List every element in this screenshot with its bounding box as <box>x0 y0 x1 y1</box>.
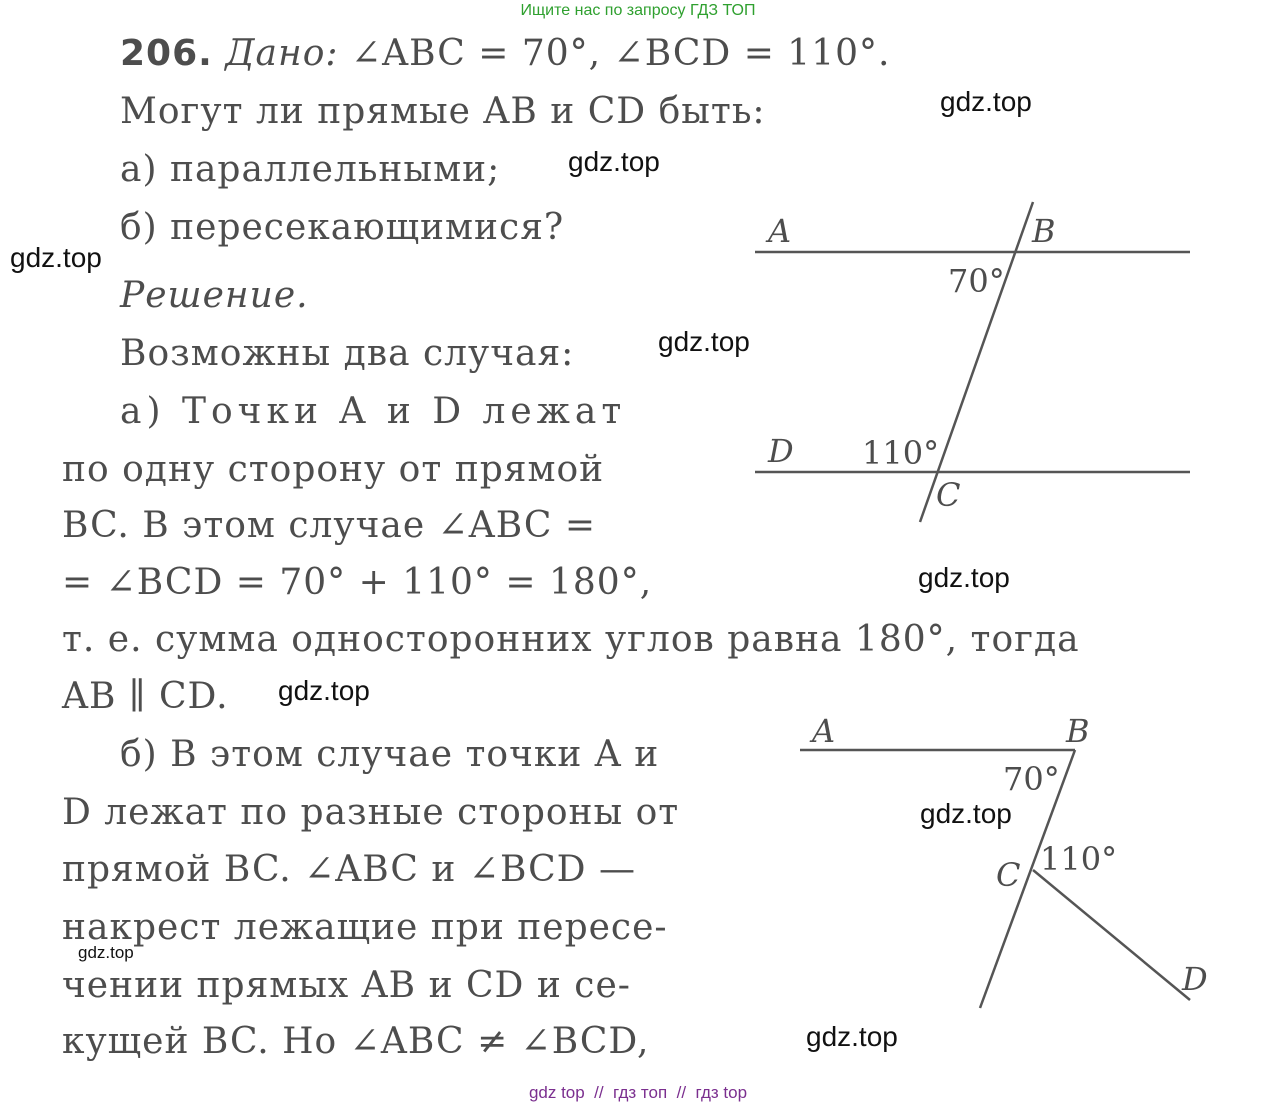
point-a-label: A <box>812 712 836 750</box>
angle-b-label: 70° <box>1003 760 1060 798</box>
solution-heading: Решение. <box>120 275 309 316</box>
figure-parallel-lines <box>740 190 1210 540</box>
solution-line: б) В этом случае точки A и <box>120 734 660 775</box>
watermark: gdz.top <box>278 675 370 706</box>
given-label: Дано: <box>225 33 339 74</box>
watermark: gdz.top <box>920 798 1012 829</box>
option-b: б) пересекающимися? <box>120 207 565 248</box>
point-d-label: D <box>768 432 794 470</box>
given-text: ∠ABC = 70°, ∠BCD = 110°. <box>350 33 891 74</box>
watermark: gdz.top <box>940 86 1032 117</box>
option-a: а) параллельными; <box>120 149 501 190</box>
problem-number: 206. <box>120 33 213 74</box>
watermark: gdz.top <box>10 242 102 273</box>
solution-line: кущей BC. Но ∠ABC ≠ ∠BCD, <box>62 1021 650 1062</box>
angle-c-label: 110° <box>1040 840 1118 878</box>
angle-b-label: 70° <box>948 262 1005 300</box>
solution-line: BC. В этом случае ∠ABC = <box>62 505 597 546</box>
question-text: Могут ли прямые AB и CD быть: <box>120 91 766 132</box>
watermark: gdz.top <box>568 146 660 177</box>
point-c-label: C <box>996 856 1021 894</box>
watermark: gdz.top <box>806 1021 898 1052</box>
watermark: gdz.top <box>918 562 1010 593</box>
solution-line: а) Точки A и D лежат <box>120 391 627 432</box>
point-b-label: B <box>1032 212 1056 250</box>
solution-line: чении прямых AB и CD и се- <box>62 965 631 1006</box>
angle-c-label: 110° <box>862 434 940 472</box>
solution-line: D лежат по разные стороны от <box>62 792 680 833</box>
solution-line: Возможны два случая: <box>120 333 575 374</box>
top-banner: Ищите нас по запросу ГДЗ ТОП <box>520 2 756 19</box>
point-a-label: A <box>768 212 792 250</box>
watermark: gdz.top <box>78 943 134 962</box>
solution-line: по одну сторону от прямой <box>62 449 605 490</box>
solution-line: AB ∥ CD. <box>62 676 229 717</box>
point-b-label: B <box>1066 712 1090 750</box>
solution-line: = ∠BCD = 70° + 110° = 180°, <box>62 562 653 603</box>
solution-line: накрест лежащие при пересе- <box>62 907 668 948</box>
solution-line: прямой BC. ∠ABC и ∠BCD — <box>62 849 636 890</box>
watermark: gdz.top <box>658 326 750 357</box>
solution-line: т. е. сумма односторонних углов равна 180°, тогда <box>62 619 1080 660</box>
figure-intersecting-lines <box>790 700 1230 1020</box>
footer-links: gdz top // гдз топ // гдз top <box>528 1083 748 1102</box>
problem-header <box>120 34 890 74</box>
point-c-label: C <box>936 476 961 514</box>
point-d-label: D <box>1182 960 1208 998</box>
